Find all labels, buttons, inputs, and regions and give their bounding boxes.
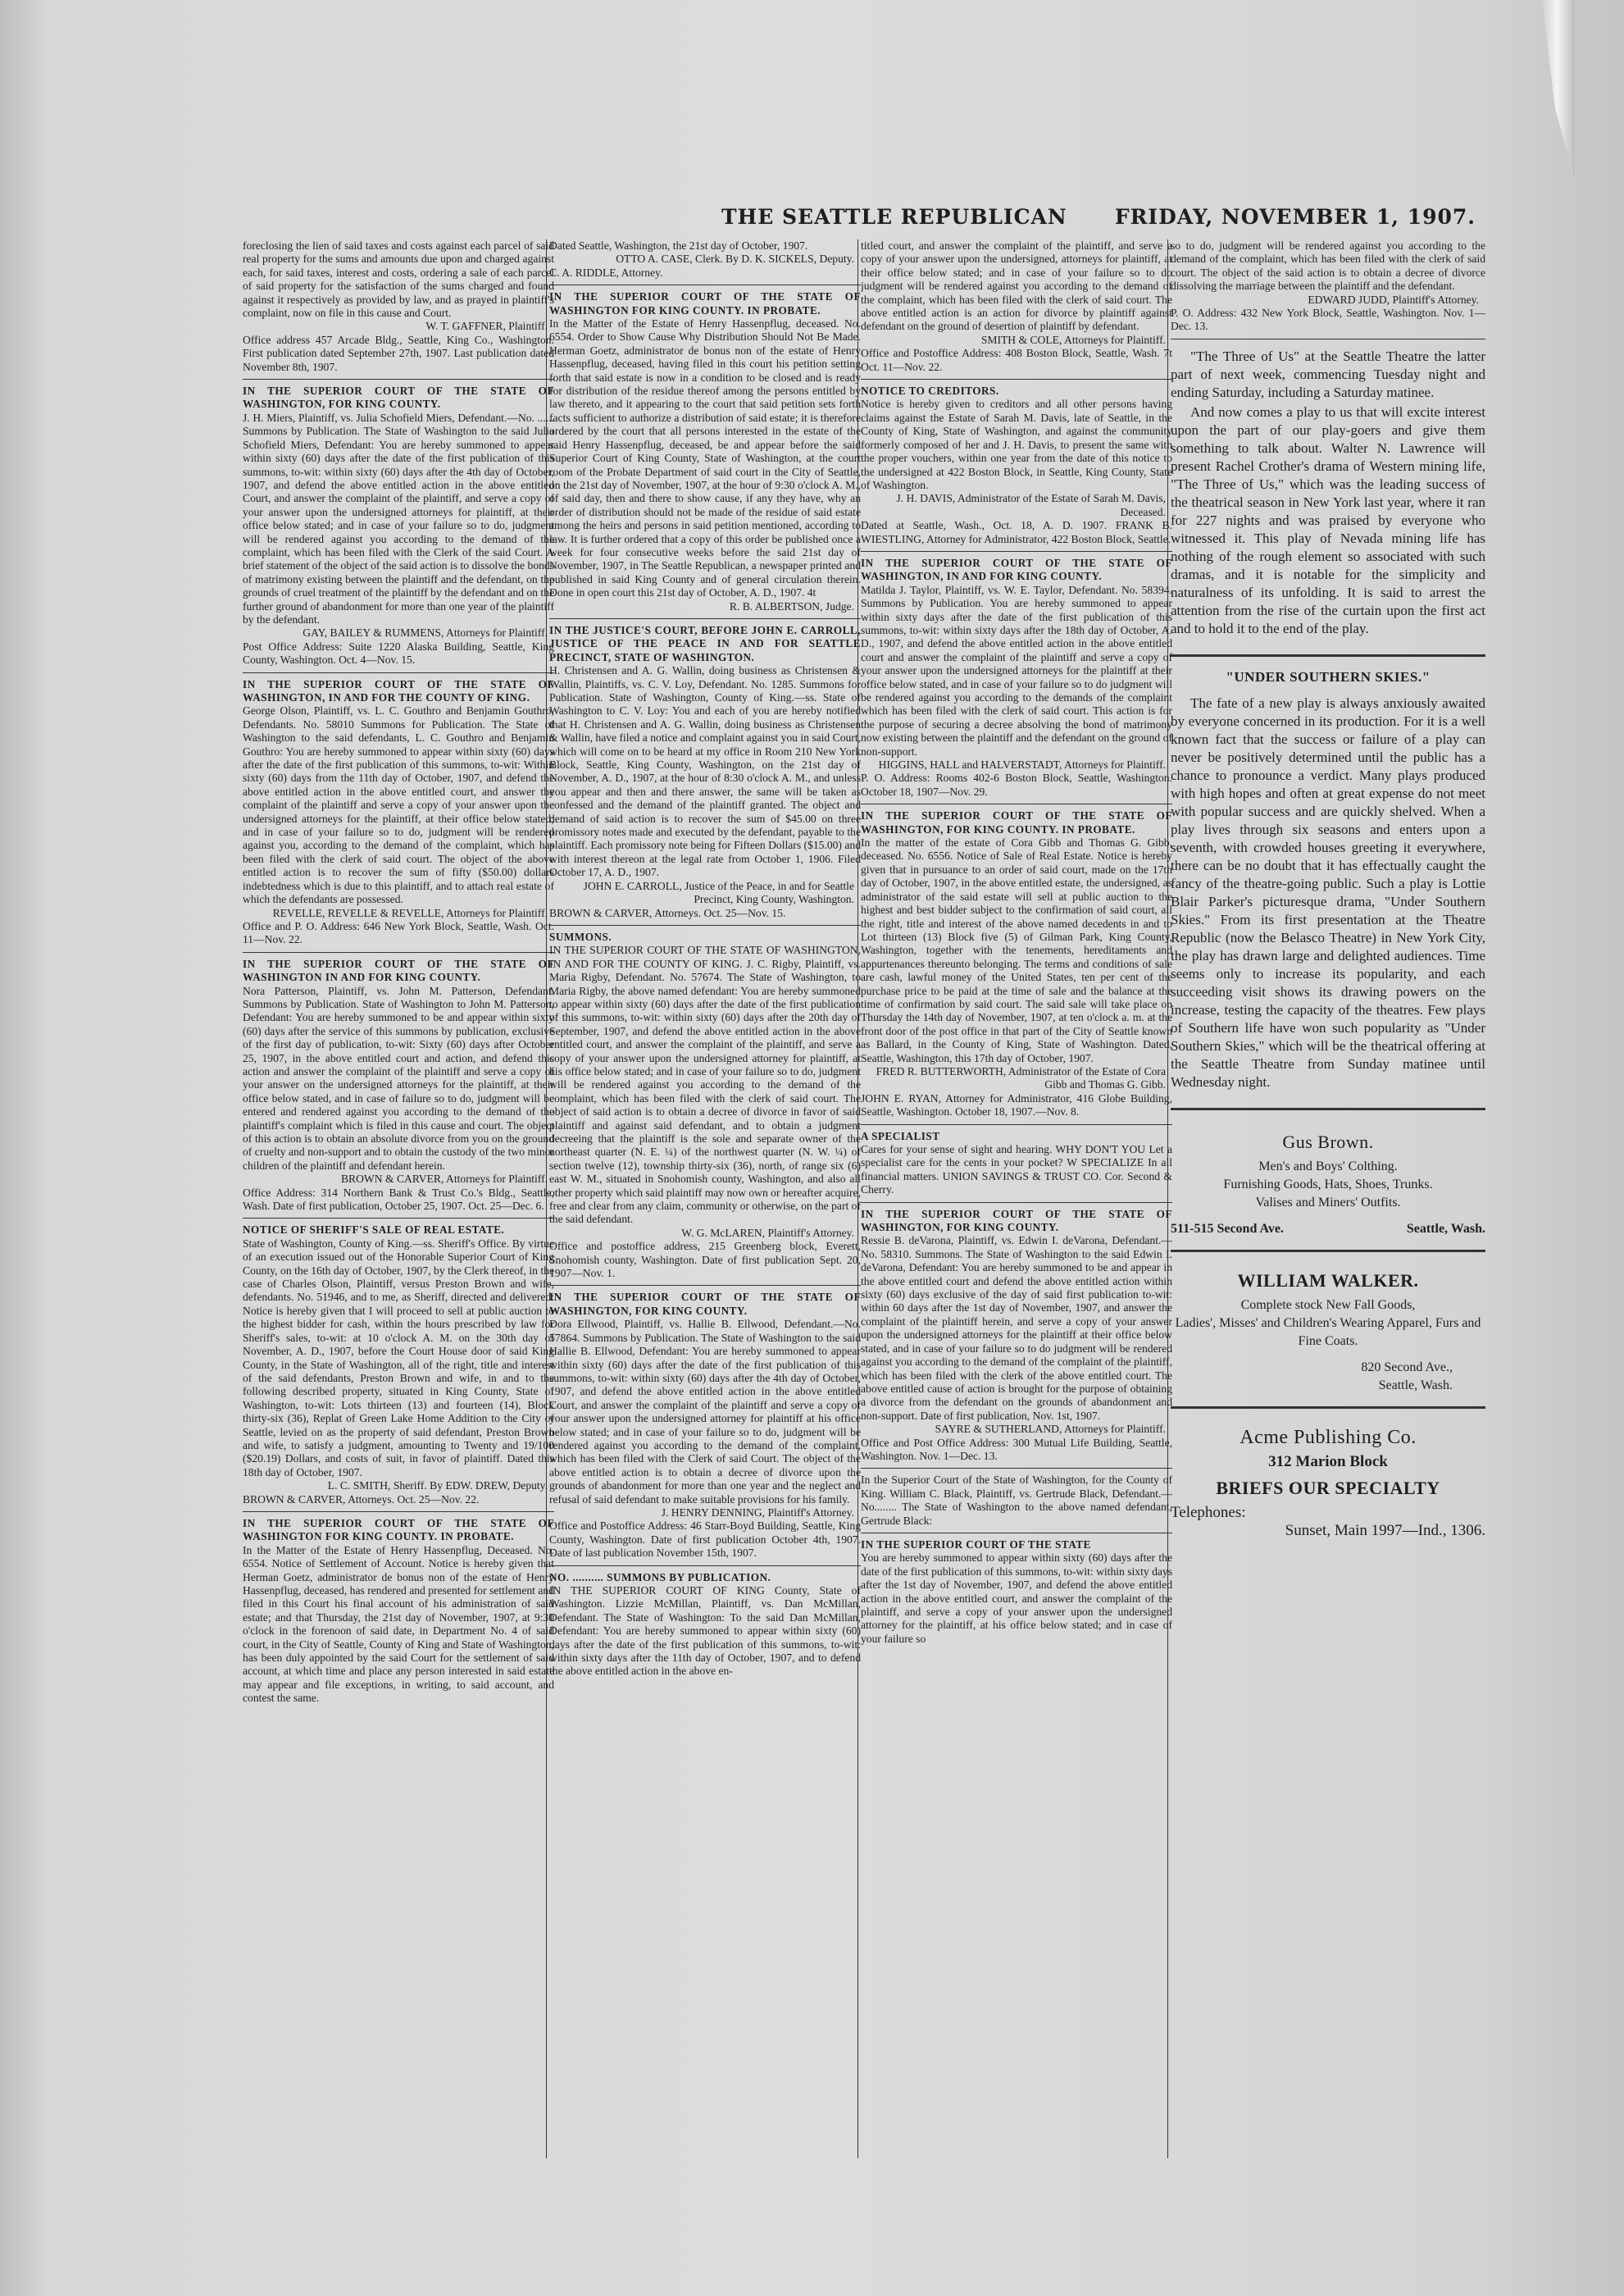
notice-footer: Office and Postoffice Address: 408 Boston Block, Seattle, Wash. 7t Oct. 11—Nov. 22. [861, 347, 1172, 373]
notice-text: Dora Ellwood, Plaintiff, vs. Hallie B. Ellwood, Defendant.—No. 57864. Summons by Publication. The State of Washington to the said Hallie B. Ellwood, Defendant: You are hereby summoned to appear within sixty (60) days after the date of the first publication of this summons, to-wit: within sixty (60) days after the 4th day of October, 1907, and defend the above entitled action in the above entitled Court, and answer the complaint of the plaintiff and serve a copy of your answer upon the undersigned attorney for plaintiff at his office below stated; and in case of your failure so to do, judgment will be rendered against you according to the demand of the complaint, which has been filed with the Clerk of said Court. The object of the above entitled action is to obtain a decree of divorce upon the grounds of abandonment for more than one year and the neglect and refusal of said defendant to make suitable provisions for his family. [549, 1318, 861, 1506]
notice-heading: IN THE SUPERIOR COURT OF THE STATE OF WASHINGTON FOR KING COUNTY. IN PROBATE. [549, 290, 861, 317]
notice-heading: IN THE SUPERIOR COURT OF THE STATE OF WASHINGTON, FOR KING COUNTY. [549, 1291, 861, 1317]
notice-signature: EDWARD JUDD, Plaintiff's Attorney. [1308, 293, 1479, 306]
notice-text: Dated Seattle, Washington, the 21st day of October, 1907. [549, 239, 808, 252]
notice-signature: L. C. SMITH, Sheriff. By EDW. DREW, Deputy. [327, 1479, 548, 1492]
issue-date: FRIDAY, NOVEMBER 1, 1907. [1114, 205, 1476, 229]
ad-city: Seattle, Wash. [1406, 1221, 1485, 1236]
legal-notice [861, 239, 1172, 380]
theatre-article-southern-skies [1171, 668, 1485, 1110]
column-1 [243, 239, 554, 2158]
ad-line: Men's and Boys' Colthing. [1258, 1159, 1398, 1173]
notice-heading: IN THE SUPERIOR COURT OF THE STATE OF WASHINGTON, IN AND FOR THE COUNTY OF KING. [243, 677, 554, 704]
notice-heading: NOTICE OF SHERIFF'S SALE OF REAL ESTATE. [243, 1223, 505, 1237]
ad-title: Gus Brown. [1282, 1131, 1374, 1152]
notice-heading: IN THE SUPERIOR COURT OF THE STATE OF WASHINGTON, FOR KING COUNTY. [861, 1207, 1172, 1234]
legal-notice [861, 385, 1172, 552]
notice-text: In the Matter of the Estate of Henry Hassenpflug, Deceased. No. 6554. Notice of Settlement of Account. Notice is hereby given that Herman Goetz, administrator de bonus non of the estate of Henry Hassenpflug, deceased, has rendered and presented for settlement and filed in this Court his final account of his administration of said estate; and that Thursday, the 21st day of November, 1907, at 9:30 o'clock in the forenoon of said date, in Department No. 4 of said court, in the City of Seattle, County of King and State of Washington, has been duly appointed by the said Court for the settlement of said account, at which time and place any person interested in said estate may appear and file exceptions, in writing, to said account, and contest the same. [243, 1543, 554, 1705]
notice-signature: FRED R. BUTTERWORTH, Administrator of the Estate of Cora Gibb and Thomas G. Gibb. [876, 1064, 1166, 1091]
ad-phone: Sunset, Main 1997—Ind., 1306. [1285, 1521, 1485, 1539]
legal-notice [861, 1474, 1172, 1533]
notice-footer: BROWN & CARVER, Attorneys. Oct. 25—Nov. 15. [549, 906, 786, 919]
legal-notice [861, 809, 1172, 1124]
notice-signature: J. H. DAVIS, Administrator of the Estate of Sarah M. Davis, Deceased. [896, 492, 1166, 518]
ad-line: Valises and Miners' Outfits. [1255, 1195, 1401, 1210]
legal-notice [549, 1291, 861, 1565]
notice-text: In the Matter of the Estate of Henry Hassenpflug, deceased. No. 6554. Order to Show Cause Why Distribution Should Not Be Made. Herman Goetz, administrator de bonus non of the estate of Henry Hassenpflug, deceased, having filed in this court his petition setting forth that said estate is now in a condition to be closed and is ready for distribution of the residue thereof among the persons entitled by law thereto, and it appearing to the court that said petition sets forth facts sufficient to authorize a distribution of said estate; it is therefore ordered by the court that all persons interested in the estate of the said Henry Hassenpflug, deceased, be and appear before the said Superior Court of King County, State of Washington, at the court room of the Probate Department of said court in the City of Seattle, on the 21st day of November, 1907, at the hour of 9:30 o'clock A. M., of said day, then and there to show cause, if any they have, why an order of distribution should not be made of the residue of said estate among the heirs and persons in said petition mentioned, according to law. It is further ordered that a copy of this order be published once a week for four consecutive weeks before the said 21st day of November, 1907, in The Seattle Republican, a newspaper printed and published in said King County and of general circulation therein. Done in open court this 21st day of October, A. D., 1907. 4t [549, 317, 861, 599]
ad-subtitle: 312 Marion Block [1268, 1452, 1388, 1470]
legal-notice [549, 290, 861, 619]
column-2 [549, 239, 861, 2158]
notice-signature: JOHN E. CARROLL, Justice of the Peace, in and for Seattle Precinct, King County, Washington. [583, 879, 854, 906]
article-heading: "UNDER SOUTHERN SKIES." [1226, 668, 1431, 685]
notice-text: State of Washington, County of King.—ss. Sheriff's Office. By virtue of an execution issued out of the Honorable Superior Court of King County, on the 16th day of October, 1907, by the Clerk thereof, in the case of Charles Olson, Plaintiff, versus Preston Brown and wife, defendants. No. 51946, and to me, as Sheriff, directed and delivered: Notice is hereby given that I will proceed to sell at public auction to the highest bidder for cash, within the hours prescribed by law for Sheriff's sales, to-wit: at 10 o'clock A. M. on the 30th day of November, A. D., 1907, before the Court House door of said King County, in the State of Washington, all of the right, title and interest of the said defendants, Preston Brown and wife, in and to the following described property, situated in King County, State of Washington, to-wit: Lots thirteen (13) and fourteen (14), Block thirty-six (36), Replat of Green Lake Home Addition to the City of Seattle, levied on as the property of said defendant, Preston Brown and wife, to satisfy a judgment, amounting to Twenty and 19/100 ($20.19) Dollars, and costs of suit, in favor of plaintiff. Dated this 18th day of October, 1907. [243, 1237, 554, 1478]
legal-notice [1171, 239, 1485, 339]
notice-footer: Dated at Seattle, Wash., Oct. 18, A. D. 1907. FRANK B. WIESTLING, Attorney for Administrator, 422 Boston Block, Seattle. [861, 519, 1172, 545]
notice-signature: J. HENRY DENNING, Plaintiff's Attorney. [661, 1506, 854, 1519]
paper-name: THE SEATTLE REPUBLICAN [721, 205, 1067, 229]
notice-footer: P. O. Address: Rooms 402-6 Boston Block, Seattle, Washington. October 18, 1907—Nov. 29. [861, 772, 1172, 798]
ad-line: Ladies', Misses' and Children's Wearing Apparel, Furs and Fine Coats. [1175, 1315, 1481, 1348]
notice-footer: Office and postoffice address, 215 Greenberg block, Everett, Snohomish county, Washington. Date of first publication Sept. 20, 1907—Nov. 1. [549, 1240, 861, 1280]
notice-text: H. Christensen and A. G. Wallin, doing business as Christensen & Wallin, Plaintiffs, vs. C. V. Loy, Defendant. No. 1285. Summons for Publication. State of Washington, County of King.—ss. State of Washington to C. V. Loy: You and each of you are hereby notified that H. Christensen and A. G. Wallin, doing business as Christensen & Wallin, have filed a notice and complaint against you in said Court, which will come on to be heard at my office in Room 210 New York Block, Seattle, King County, Washington, on the 21st day of November, A. D., 1907, at the hour of 8:30 o'clock A. M., and unless you appear and then and there answer, the same will be taken as confessed and the demand of the plaintiff granted. The object and demand of said action is to recover the sum of $45.00 on three promissory notes made and executed by the defendant, payable to the plaintiff. Each promissory note being for Fifteen Dollars ($15.00) and with interest thereon at the legal rate from October 1, 1906. Filed October 17, A. D., 1907. [549, 664, 861, 879]
notice-heading: IN THE SUPERIOR COURT OF THE STATE [861, 1538, 1091, 1551]
notice-signature: SAYRE & SUTHERLAND, Attorneys for Plaintiff. [935, 1423, 1166, 1436]
article-paragraph: The fate of a new play is always anxiously awaited by everyone concerned in its production. For it is a well known fact that the success or failure of a play can never be positively determined until the public has a chance to pronounce a verdict. Many plays produced with high hopes and often at great expense do not meet with popular success and are quickly shelved. When a play lives through six seasons and enters upon a seventh, with crowded houses greeting it everywhere, there can be no doubt that it has effectually caught the fancy of the theatre-going public. Such a play is Lottie Blair Parker's picturesque drama, "Under Southern Skies." From its first presentation at the Theatre Republic (now the Belasco Theatre) in New York City, the play has drawn large and delighted audiences. Time seems only to increase its popularity, and each succeeding visit shows its drawing powers on the increase, testing the capacity of the theatres. Few plays of Southern life have won such popularity as "Under Southern Skies," which will be the theatrical offering at the Seattle Theatre from Sunday matinee until Wednesday night. [1171, 695, 1485, 1090]
notice-text: IN THE SUPERIOR COURT OF THE STATE OF WASHINGTON, IN AND FOR THE COUNTY OF KING. J. C. Rigby, Plaintiff, vs. Maria Rigby, Defendant. No. 57674. The State of Washington, to Maria Rigby, the above named defendant: You are hereby summoned to appear within sixty (60) days after the date of the first publication of this summons, to-wit: within sixty (60) days after the 20th day of September, 1907, and defend the above entitled action in the above entitled court, and answer the complaint of the plaintiff, and serve a copy of your answer upon the undersigned attorney for plaintiff, at his office below stated; and in case of your failure so to do, judgment will be rendered against you according to the demand of the complaint, which has been filed with the clerk of said court. The object of said action is to obtain a decree of divorce in favor of said plaintiff and against said defendant, and to obtain a judgment decreeing that the plaintiff is the sole and separate owner of the northeast quarter (N. E. ¼) of the northwest quarter (N. W. ¼) of section twelve (12), township thirty-six (36), north, of range six (6) east W. M., situated in Snohomish county, Washington, and also all other property which said plaintiff may now own or hereafter acquire, free and clear from any claim, community or otherwise, on the part of the said defendant. [549, 944, 861, 1226]
legal-notice [861, 1538, 1172, 1651]
notice-signature: W. T. GAFFNER, Plaintiff. [425, 320, 548, 333]
notice-footer: C. A. RIDDLE, Attorney. [549, 266, 663, 279]
notice-text: J. H. Miers, Plaintiff, vs. Julia Schofield Miers, Defendant.—No. ...... Summons by Publication. The State of Washington to the said Julia Schofield Miers, Defendant: You are hereby summoned to appear within sixty (60) days after the date of the first publication of this summons, to-wit: within sixty (60) days after the 4th day of October, 1907, and defend the above entitled action in the above entitled Court, and answer the complaint of the plaintiff, and serve a copy of your answer upon the undersigned attorneys for plaintiff, at their office below stated; and in case of your failure so to do, judgment will be rendered against you according to the demand of the complaint, which has been filed with the Clerk of the said Court. A brief statement of the object of the said action is to dissolve the bonds of matrimony existing between the plaintiff and the defendant, on the grounds of cruel treatment of the plaintiff by the defendant and on the further ground of abandonment for more than one year of the plaintiff by the defendant. [243, 411, 554, 626]
ad-title: Acme Publishing Co. [1240, 1426, 1417, 1448]
legal-notice [549, 931, 861, 1287]
notice-heading: IN THE SUPERIOR COURT OF THE STATE OF WASHINGTON, FOR KING COUNTY. IN PROBATE. [861, 809, 1172, 836]
notice-footer: Post Office Address: Suite 1220 Alaska Building, Seattle, King County, Washington. Oct. 4—Nov. 15. [243, 640, 554, 667]
legal-notice [243, 239, 554, 380]
legal-notice [861, 557, 1172, 804]
notice-signature: GAY, BAILEY & RUMMENS, Attorneys for Plaintiff. [303, 626, 548, 640]
article-paragraph: "The Three of Us" at the Seattle Theatre the latter part of next week, commencing Tuesday night and ending Saturday, including a Saturday matinee. [1171, 348, 1485, 400]
theatre-article [1171, 348, 1485, 657]
notice-footer: Office and P. O. Address: 646 New York Block, Seattle, Wash. Oct. 11—Nov. 22. [243, 919, 554, 946]
notice-signature: SMITH & COLE, Attorneys for Plaintiff. [980, 333, 1166, 346]
column-3 [861, 239, 1172, 2158]
ad-phone-label: Telephones: [1171, 1503, 1246, 1521]
notice-signature: R. B. ALBERTSON, Judge. [729, 599, 854, 613]
notice-text: In the matter of the estate of Cora Gibb and Thomas G. Gibb, deceased. No. 6556. Notice of Sale of Real Estate. Notice is hereby given that in pursuance to an order of said court, made on the 17th day of October, 1907, in the above entitled estate, the undersigned, as administrator of the said estate will sell at public auction to the highest and best bidder subject to the confirmation of said court, all the right, title and interest of the above named decedents in and to Lot thirteen (13) Block five (5) of Gilman Park, King County, Washington, together with the tenements, hereditaments and appurtenances thereunto belonging. The terms and conditions of sale are cash, lawful money of the United States, ten per cent of the purchase price to be paid at the time of sale and the balance at the time of confirmation by said court. The said sale will take place on Thursday the 14th day of November, 1907, at ten o'clock a. m. at the front door of the post office in that part of the City of Seattle known as Ballard, in the County of King, State of Washington. Dated, Seattle, Washington, this 17th day of October, 1907. [861, 836, 1172, 1064]
notice-heading: NO. .......... SUMMONS BY PUBLICATION. [549, 1570, 771, 1583]
notice-text: foreclosing the lien of said taxes and costs against each parcel of said real property for the sums and amounts due upon and charged against each, for said taxes, interest and costs, ordering a sale of each parcel of said property for the satisfaction of the sums charged and found against it respectively as provided by law, and as prayed in plaintiff's complaint, now on file in this cause and Court. [243, 239, 554, 320]
legal-notice [243, 1517, 554, 1711]
notice-text: IN THE SUPERIOR COURT OF KING County, State of Washington. Lizzie McMillan, Plaintiff, vs. Dan McMillan, Defendant. The State of Washington: To the said Dan McMillan, Defendant: You are hereby summoned to appear within sixty (60) days after the date of the first publication of this summons, to-wit: within sixty days after the 11th day of October, 1907, and to defend the above entitled action in the above en- [549, 1584, 861, 1678]
notice-text: so to do, judgment will be rendered against you according to the demand of the complaint, which has been filed with the clerk of said court. The object of the said action is to obtain a decree of divorce dissolving the marriage between the plaintiff and the defendant. [1171, 239, 1485, 293]
notice-footer: Office Address: 314 Northern Bank & Trust Co.'s Bldg., Seattle, Wash. Date of first publication, October 25, 1907. Oct. 25—Dec. 6. [243, 1186, 554, 1213]
notice-heading: IN THE SUPERIOR COURT OF THE STATE OF WASHINGTON FOR KING COUNTY. IN PROBATE. [243, 1516, 554, 1543]
notice-footer: Office address 457 Arcade Bldg., Seattle, King Co., Washington. First publication dated September 27th, 1907. Last publication dated November 8th, 1907. [243, 333, 554, 373]
advertisement-william-walker [1171, 1260, 1485, 1409]
legal-notice [243, 385, 554, 673]
notice-heading: IN THE SUPERIOR COURT OF THE STATE OF WASHINGTON, IN AND FOR KING COUNTY. [861, 556, 1172, 583]
notice-signature: BROWN & CARVER, Attorneys for Plaintiff. [340, 1173, 548, 1186]
ad-title: WILLIAM WALKER. [1237, 1269, 1419, 1291]
notice-footer: P. O. Address: 432 New York Block, Seattle, Washington. Nov. 1—Dec. 13. [1171, 307, 1485, 333]
notice-text: Notice is hereby given to creditors and all other persons having claims against the Estate of Sarah M. Davis, late of Seattle, in the County of King, State of Washington, and against the community formerly composed of her and J. H. Davis, to present the same with the proper vouchers, within one year from the date of this notice to the undersigned at 422 Boston Block, in Seattle, King County, State of Washington. [861, 398, 1172, 491]
legal-notice [861, 1208, 1172, 1469]
advertisement-gus-brown [1171, 1122, 1485, 1252]
legal-notice [549, 1571, 861, 1683]
notice-text: Ressie B. deVarona, Plaintiff, vs. Edwin I. deVarona, Defendant.—No. 58310. Summons. The State of Washington to the said Edwin I. deVarona, Defendant: You are hereby summoned to be and appear in the above entitled court and defend the above entitled action within sixty (60) days exclusive of the day of said first publication to-wit: within 60 days after the 1st day of November, 1907, and answer the complaint of the plaintiff herein, and serve a copy of your answer upon the undersigned attorneys for the plaintiff at their office below stated, and in case of your failure so to do judgment will be rendered against you according to the demand of the complaint of the plaintiff, which has been filed with the clerk of the above entitled court. The above entitled cause of action is brought for the purpose of obtaining a divorce from the defendant on the grounds of abandonment and non-support. Date of first publication, Nov. 1st, 1907. [861, 1234, 1172, 1422]
notice-text: You are hereby summoned to appear within sixty (60) days after the date of the first publication of this summons, to-wit: within sixty days after the 1st day of November, 1907, and defend the above entitled action in the above entitled court, and answer the complaint of the plaintiff, and serve a copy of your answer upon the undersigned attorney for the plaintiff, at his office below stated; and in case of your failure so [861, 1551, 1172, 1645]
notice-heading: SUMMONS. [549, 930, 612, 943]
column-4 [1171, 239, 1485, 2158]
ad-address: 511-515 Second Ave. [1171, 1221, 1284, 1236]
notice-signature: W. G. McLAREN, Plaintiff's Attorney. [681, 1226, 854, 1239]
ad-address: 820 Second Ave., [1361, 1360, 1453, 1374]
notice-footer: Office and Post Office Address: 300 Mutual Life Building, Seattle, Washington. Nov. 1—Dec. 13. [861, 1436, 1172, 1462]
notice-footer: Office and Postoffice Address: 46 Starr-Boyd Building, Seattle, King County, Washington. Date of first publication October 4th, 1907. Date of last publication November 15th, 1907. [549, 1519, 861, 1560]
notice-text: titled court, and answer the complaint of the plaintiff, and serve a copy of your answer upon the undersigned, attorneys for plaintiff, at their office below stated; and in case of your failure so to do judgment will be rendered against you according to the demand of the complaint, which has been filed with the clerk of said court. The above entitled action is an action for divorce by plaintiff against defendant on the ground of desertion of plaintiff by defendant. [861, 239, 1172, 333]
ad-city: Seattle, Wash. [1378, 1378, 1453, 1392]
notice-text: In the Superior Court of the State of Washington, for the County of King. William C. Black, Plaintiff, vs. Gertrude Black, Defendant.—No........ The State of Washington to the above named defendant, Gertrude Black: [861, 1474, 1172, 1527]
notice-text: Matilda J. Taylor, Plaintiff, vs. W. E. Taylor, Defendant. No. 58394. Summons by Publication. You are hereby summoned to appear within sixty days after the date of the first publication of this summons, to-wit: within sixty days after the 18th day of October, A. D., 1907, and defend the above entitled action in the above entitled court and answer the complaint of the plaintiff and serve a copy of your answer upon the undersigned attorneys for the plaintiff at their office below stated, and in case of your failure so to do judgment will be rendered against you according to the demands of the complaint which has been filed with the clerk of said court. This action is for the purpose of securing a decree absolving the bond of matrimony now existing between the plaintiff and the defendant on the ground of non-support. [861, 583, 1172, 758]
masthead [295, 205, 1476, 238]
notice-heading: IN THE SUPERIOR COURT OF THE STATE OF WASHINGTON, FOR KING COUNTY. [243, 385, 554, 411]
notice-text: George Olson, Plaintiff, vs. L. C. Gouthro and Benjamin Gouthro, Defendants. No. 58010 Summons for Publication. The State of Washington to the said defendants, L. C. Gouthro and Benjamin Gouthro: You are hereby summoned to appear within sixty (60) days after the date of the first publication of this summons, to-wit: Within sixty (60) days from the 11th day of October, 1907, and defend the above entitled action in the above entitled court, and answer the complaint of the plaintiff and serve a copy of your answer upon the undersigned attorneys for the plaintiff, at their office below stated; and in case of your failure so to do, judgment will be rendered against you, according to the demand of the complaint, which has been filed with the clerk of said court. The object of the above entitled action is to recover the sum of fifty ($50.00) dollars indebtedness which is due to this plaintiff, and to attach real estate of which the defendants are possessed. [243, 704, 554, 906]
notice-signature: OTTO A. CASE, Clerk. By D. K. SICKELS, Deputy. [616, 253, 854, 266]
notice-text: Cares for your sense of sight and hearing. WHY DON'T YOU Let a specialist care for the cents in your pocket? W SPECIALIZE In all financial matters. UNION SAVINGS & TRUST CO. Cor. Second & Cherry. [861, 1143, 1172, 1196]
notice-footer: BROWN & CARVER, Attorneys. Oct. 25—Nov. 22. [243, 1492, 480, 1506]
ad-line: Complete stock New Fall Goods, [1240, 1297, 1416, 1312]
notice-signature: HIGGINS, HALL and HALVERSTADT, Attorneys for Plaintiff. [878, 758, 1166, 772]
notice-text: Nora Patterson, Plaintiff, vs. John M. Patterson, Defendant. Summons by Publication. State of Washington to John M. Patterson, Defendant: You are hereby summoned to be and appear within sixty (60) days after the service of this summons by publication, exclusive of the first day of publication, to-wit: Sixty (60) days after October 25, 1907, in the above entitled court and action, and defend this action and answer the complaint of the plaintiff and serve a copy of your answer on the undersigned attorneys for the plaintiff, at their office below stated, and in case of failure so to do, judgment will be entered and rendered against you according to the demand of the plaintiff's complaint which is filed in this cause and court. The object of this action is to obtain an absolute divorce from you on the ground of cruelty and non-support and to obtain the custody of the two minor children of the plaintiff and defendant herein. [243, 984, 554, 1172]
ad-line: Furnishing Goods, Hats, Shoes, Trunks. [1223, 1177, 1433, 1191]
notice-heading: IN THE SUPERIOR COURT OF THE STATE OF WASHINGTON IN AND FOR KING COUNTY. [243, 957, 554, 984]
notice-signature: REVELLE, REVELLE & REVELLE, Attorneys for Plaintiff. [272, 906, 548, 919]
page-fold-corner [1542, 0, 1575, 180]
notice-heading: IN THE JUSTICE'S COURT, BEFORE JOHN E. CARROLL, JUSTICE OF THE PEACE IN AND FOR SEATTLE PRECINCT, STATE OF WASHINGTON. [549, 623, 861, 663]
legal-notice [549, 624, 861, 926]
advertisement-acme-publishing [1171, 1417, 1485, 1551]
legal-notice [243, 958, 554, 1219]
legal-notice [243, 1223, 554, 1512]
notice-footer: JOHN E. RYAN, Attorney for Administrator, 416 Globe Building, Seattle, Washington. October 18, 1907.—Nov. 8. [861, 1091, 1172, 1118]
legal-notice [549, 239, 861, 285]
article-paragraph: And now comes a play to us that will excite interest upon the part of our play-goers and give them something to talk about. Walter N. Lawrence will present Rachel Crother's drama of Western mining life, "The Three of Us," which was the leading success of the theatrical season in New York last year, where it ran for 227 nights and was praised by everyone who witnessed it. This play of Nevada mining life has nothing of the rough element so associated with such dramas, and it is notable for the simplicity and naturalness of its unfolding. It is said to arrest the attention from the rise of the curtain upon the first act and to hold it to the end of the play. [1171, 403, 1485, 636]
legal-notice [861, 1130, 1172, 1203]
notice-heading: NOTICE TO CREDITORS. [861, 385, 999, 398]
notice-heading: A SPECIALIST [861, 1129, 940, 1142]
legal-notice [243, 678, 554, 953]
ad-tagline: BRIEFS OUR SPECIALTY [1216, 1477, 1440, 1498]
